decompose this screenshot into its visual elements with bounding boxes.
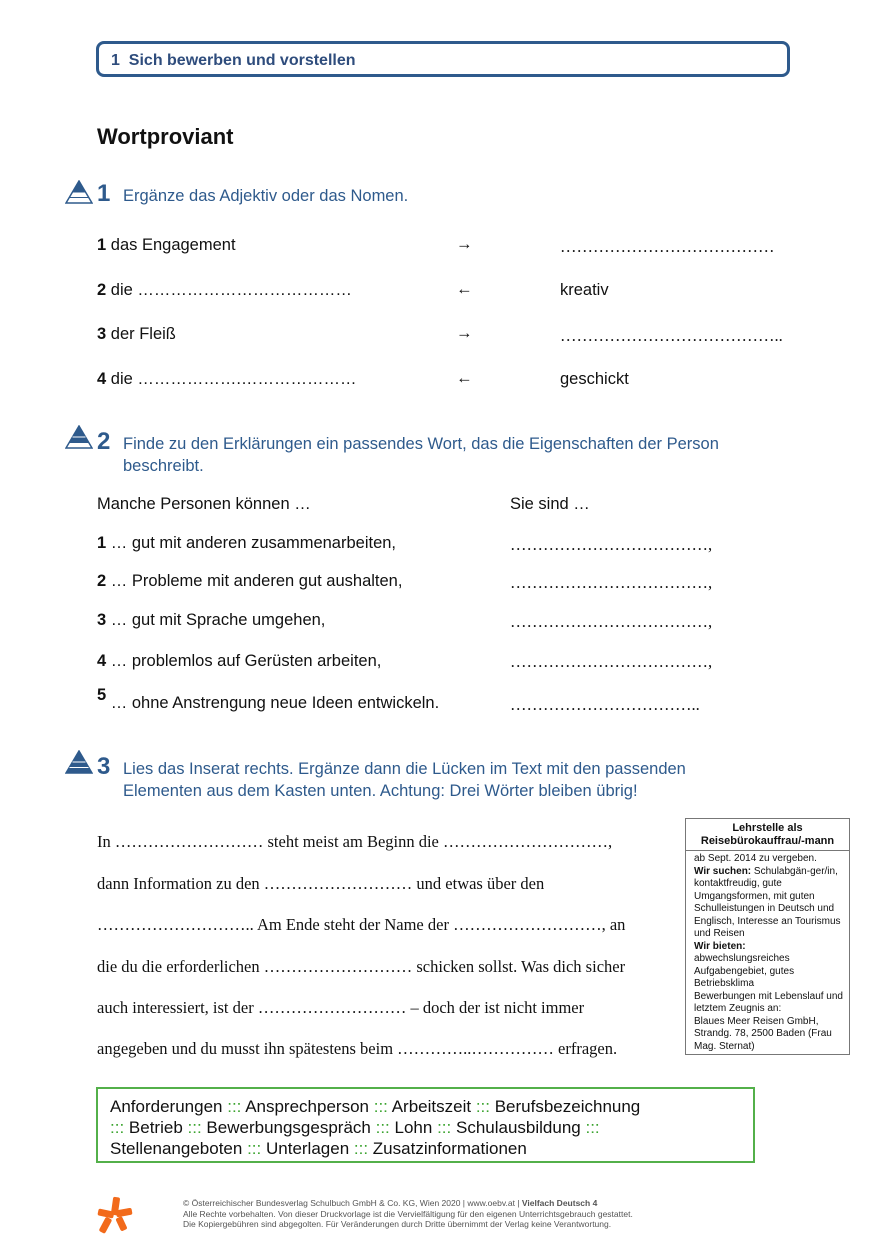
cloze-line[interactable]: angegeben und du musst ihn spätestens beim …………..…………… erfragen. [97,1039,618,1058]
list-item: 4 … problemlos auf Gerüsten arbeiten, [97,652,382,670]
publisher-logo-icon [96,1195,134,1235]
list-item: 2 die ………………………………… [97,281,352,299]
task-number: 2 [97,428,111,455]
chapter-header [96,41,790,77]
cloze-line[interactable]: In ……………………… steht meist am Beginn die …………………………, [97,832,613,851]
list-item: 1 das Engagement [97,236,236,254]
arrow-right-icon: → [456,235,473,253]
list-item: 5 … ohne Anstrengung neue Ideen entwickeln. [97,686,440,712]
ad-title: Lehrstelle als Reisebürokauffrau/-mann [686,819,849,851]
chapter-title: 1 Sich bewerben und vorstellen [111,52,356,69]
column-header: Manche Personen können … [97,495,311,513]
list-item: 1 … gut mit anderen zusammenarbeiten, [97,534,397,552]
answer-blank[interactable]: ………………………………, [510,573,713,592]
task-instruction: Finde zu den Erklärungen ein passendes Wort, das die Eigenschaften der Person beschreibt. [123,435,719,475]
answer-blank[interactable]: ………………………………….. [560,326,783,345]
answer-blank[interactable]: ………………………………, [510,652,713,671]
arrow-right-icon: → [456,324,473,342]
ad-body: ab Sept. 2014 zu vergeben. Wir suchen: Schulabgän-ger/in, kontaktfreudig, gute Umgangsformen, mit guten Schulleistungen in Deutsch und Englisch, Interesse an Tourismus und Reisen Wir bieten: abwechslungsreiches Aufgabengebiet, gutes Betriebsklima Bewerbungen mit Lebenslauf und letztem Zeugnis an: Blaues Meer Reisen GmbH, Strandg. 78, 2500 Baden (Frau Mag. Sternat) [694,853,843,1052]
list-item: 2 … Probleme mit anderen gut aushalten, [97,572,403,590]
footer-copyright: © Österreichischer Bundesverlag Schulbuch GmbH & Co. KG, Wien 2020 | www.oebv.at | Vielfach Deutsch 4 Alle Rechte vorbehalten. Von dieser Druckvorlage ist die Vervielfältigung für den eigenen Unterrichtsgebrauch gestattet. Die Kopiergebühren sind abgegolten. Für Veränderungen durch Dritte übernimmt der Verlag keine Verantwortung. [183,1198,633,1229]
word-box: Anforderungen ::: Ansprechperson ::: Arbeitszeit ::: Berufsbezeichnung ::: Betrieb ::: Bewerbungsgespräch ::: Lohn ::: Schulausbildung ::: Stellenangeboten ::: Unterlagen ::: Zusatzinformationen [96,1087,755,1163]
list-item: 3 der Fleiß [97,325,176,343]
column-header: Sie sind … [510,495,590,513]
answer-blank[interactable]: ………………………………, [510,612,713,631]
answer-blank[interactable]: ………………………………, [510,535,713,554]
difficulty-triangle-icon [65,750,93,774]
list-item: 3 … gut mit Sprache umgehen, [97,611,326,629]
task-number: 3 [97,753,111,780]
task-instruction: Lies das Inserat rechts. Ergänze dann die Lücken im Text mit den passenden Elementen aus dem Kasten unten. Achtung: Drei Wörter bleiben übrig! [123,760,686,800]
page-title: Wortproviant [97,124,234,149]
arrow-left-icon: ← [456,369,473,387]
given-word: geschickt [560,370,629,388]
arrow-left-icon: ← [456,280,473,298]
cloze-line[interactable]: die du die erforderlichen ……………………… schicken sollst. Was dich sicher [97,957,626,976]
difficulty-triangle-icon [65,180,93,204]
job-advertisement [685,818,850,1055]
answer-blank[interactable]: …………………………….. [510,695,700,714]
given-word: kreativ [560,281,609,299]
cloze-line[interactable]: dann Information zu den ……………………… und etwas über den [97,874,545,893]
answer-blank[interactable]: ………………………………… [560,237,775,256]
task-instruction: Ergänze das Adjektiv oder das Nomen. [123,187,409,205]
task-number: 1 [97,180,111,207]
cloze-line[interactable]: ……………………….. Am Ende steht der Name der ………………………, an [97,915,626,934]
list-item: 4 die ……………….………………… [97,370,357,388]
difficulty-triangle-icon [65,425,93,449]
cloze-line[interactable]: auch interessiert, ist der ……………………… – doch der ist nicht immer [97,998,585,1017]
